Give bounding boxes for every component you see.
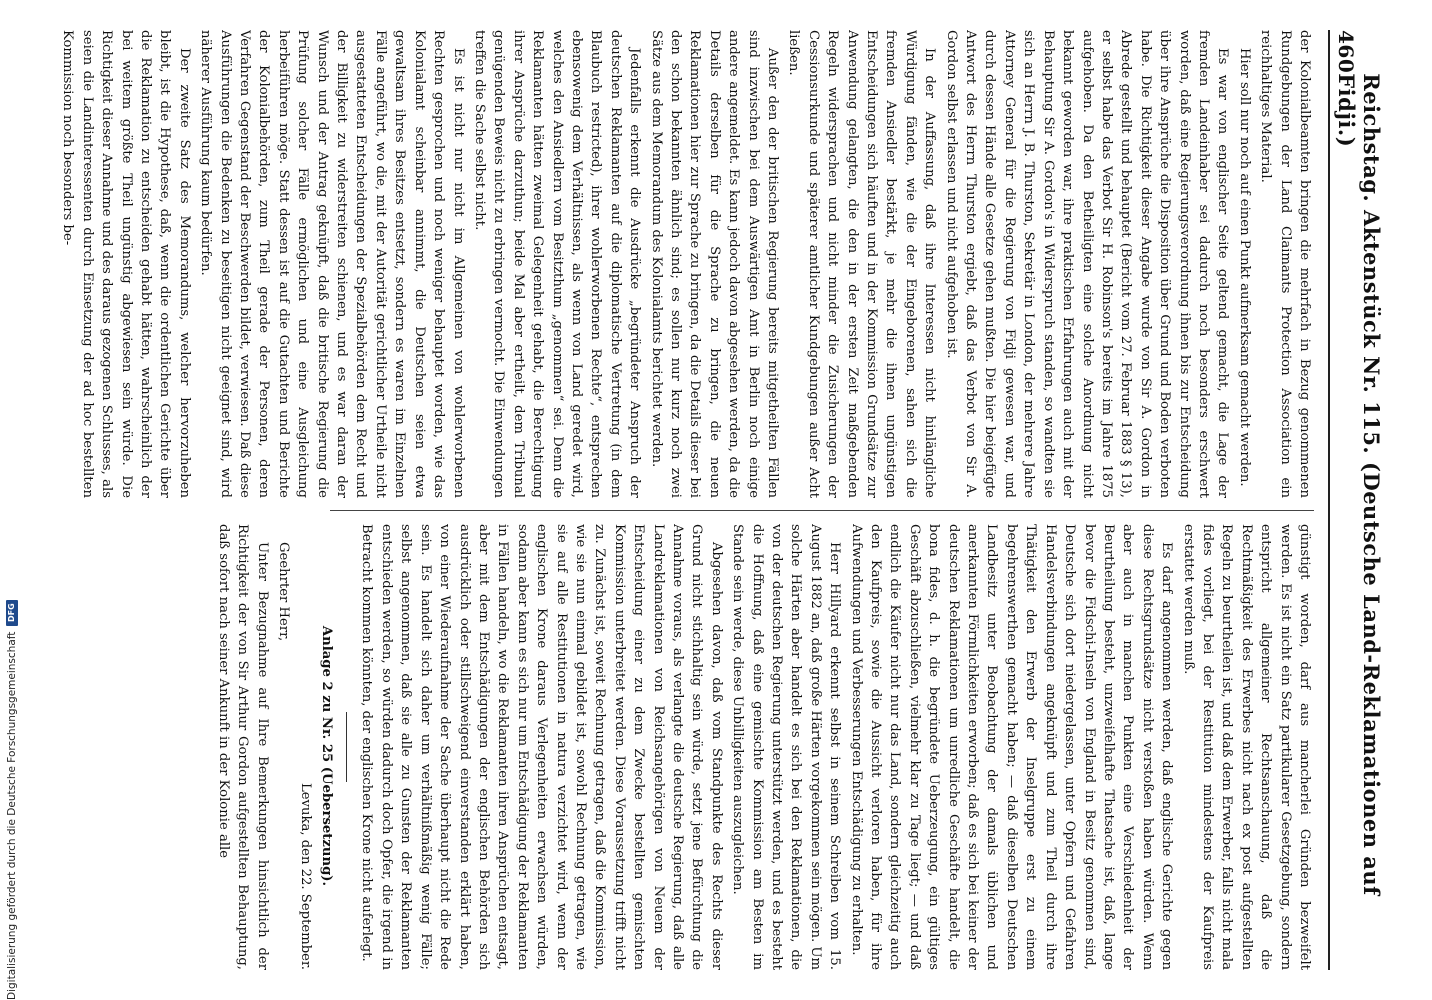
- paragraph: Es ist nicht nur nicht im Allgemeinen von wohlerworbenen Rechten gesprochen und noch weniger behauptet worden, wie das Kolonialamt scheinbar annimmt, die Deutschen seien etwa gewaltsam ihres Besitzes entsetzt, sondern es waren im Einzelnen Fälle angeführt, wo die, mit der Autorität gerichtlicher Urtheile nicht ausgestatteten Entscheidungen der Spezialbehörden dem Recht und der Billigkeit zu widerstreiten schienen, und es war daran der Wunsch und der Antrag geknüpft, daß die britische Regierung die Prüfung solcher Fälle ermöglichen und eine Ausgleichung herbeiführen möge. Statt dessen ist auf die Gutachten und Berichte der Kolonialbehörden, zum Theil gerade der Personen, deren Verfahren Gegenstand der Beschwerden bildet, verwiesen. Daß diese Ausführungen die Bedenken zu beseitigen nicht geeignet sind, wird näherer Ausführung kaum bedürfen.: [198, 30, 466, 498]
- paragraph: der Kolonialbeamten bringen die mehrfach in Bezug genommenen Rundgebungen der Land Claimants Protection Association ein reichhaltiges Material.: [1258, 30, 1312, 498]
- paragraph: Jedenfalls erkennt die Ausdrücke „begründeter Anspruch der deutschen Reklamanten auf die diplomatische Vertretung (in dem Blaubuch restricted), ihrer wohlerworbenen Rechte“, entsprechen ebensowenig dem Verhältnissen, als wenn von Land geredet wird, welches den Ansiedlern vom Besitzthum „genommen“ sei. Denn die Reklamanten hätten zweimal Gelegenheit gehabt, die Berechtigung ihrer Ansprüche darzuthun; beide Mal aber ertheilt, dem Tribunal genügenden Beweis nicht zu erbringen vermocht. Die Einwendungen treffen die Sache selbst nicht.: [471, 30, 643, 498]
- digitization-credit: [0, 590, 24, 1000]
- page-title: Reichstag. Aktenstück Nr. 115. (Deutsche Land-Reklamationen auf Fidji.): [1334, 73, 1384, 896]
- paragraph: Es war von englischer Seite geltend gemacht, die Lage der fremden Landeinhaber sei dadurch noch besonders erschwert worden, daß eine Regierungsverordnung ihnen bis zur Entscheidung über ihre Ansprüche die Disposition über Grund und Boden verboten habe. Die Richtigkeit dieser Angabe wurde von Sir A. Gordon in Abrede gestellt und behauptet (Bericht vom 27. Februar 1883 § 13), er selbst habe das Verbot Sir H. Robinson's bereits im Jahre 1875 aufgehoben. Da den Betheiligten eine solche Anordnung nicht bekannt geworden war, ihre praktischen Erfahrungen auch mit der Behauptung Sir A. Gordon's in Widerspruch standen, so wandten sie sich an Herrn J. B. Thurston, Sekretär in London, der mehrere Jahre Attorney General für die Regierung von Fidji gewesen war, und durch dessen Hände alle Gesetze gehen mußten. Die hier beigefügte Antwort des Herrn Thurston ergiebt, daß das Verbot von Sir A. Gordon selbst erlassen und nicht aufgehoben ist.: [943, 30, 1231, 498]
- paragraph: Der zweite Satz des Memorandums, welcher hervorzuheben bleibt, ist die Hypothese, daß, wenn die ordentlichen Gerichte über die Reklamation zu entscheiden gehabt hätten, wahrscheinlich der bei weitem größte Theil ungünstig abgewiesen sein würde. Die Richtigkeit dieser Annahme und des daraus gezogenen Schlusses, als seien die Landinteressenten durch Einsetzung der ad hoc bestellten Kommission noch besonders be-: [60, 30, 192, 498]
- column-divider: [330, 510, 1314, 511]
- paragraph: In der Auffassung, daß ihre Interessen nicht hinlängliche Würdigung fänden, wie die der Eingeborenen, sahen sich die fremden Ansiedler bestärkt, je mehr die ihnen ungünstigen Entscheidungen sich häuften und in der Kommission Grundsätze zur Anwendung gelangten, die den in der ersten Zeit maßgebenden Regeln widersprachen und nicht minder die Zusicherungen der Cessionsurkunde und späterer amtlicher Kundgebungen außer Acht ließen.: [786, 30, 938, 498]
- annex-title: Anlage 2 zu Nr. 25 (Uebersetzung).: [319, 625, 335, 887]
- left-column: [40, 30, 1314, 498]
- section-rule: [346, 712, 347, 782]
- annex-greeting: Geehrter Herr,: [276, 542, 292, 642]
- paragraph: Es darf angenommen werden, daß englische Gerichte gegen diese Rechtsgrundsätze nicht verstoßen haben würden. Wenn aber auch in manchen Punkten eine Verschiedenheit der Beurtheilung besteht, unzweifelhafte Thatsache ist, daß, lange bevor die Fidschi-Inseln von England in Besitz genommen sind, Deutsche sich dort niedergelassen, unter Opfern und Gefahren Handelsverbindungen angeknüpft und zum Theil durch ihre Thätigkeit den Erwerb der Inselgruppe erst zu einem begehrenswerthen gemacht haben; — daß dieselben Deutschen Landbesitz unter Beobachtung der damals üblichen und anerkannten Förmlichkeiten erworben; daß es sich bei keiner der deutschen Reklamationen um unredliche Geschäfte handelt, die bona fides, d. h. die begründete Ueberzeugung, ein gültiges Geschäft abzuschließen, vielmehr klar zu Tage liegt; — und daß endlich die Käufer nicht nur das Land, sondern gleichzeitig auch den Kaufpreis, sowie die Aussicht verloren haben, für ihre Aufwendungen und Verbesserungen Entschädigung zu erhalten.: [848, 524, 1175, 970]
- right-column: [40, 524, 1314, 970]
- paragraph: günstigt worden, darf aus mancherlei Gründen bezweifelt werden. Es ist nicht ein Satz partikularer Gesetzgebung, sondern entspricht allgemeiner Rechtsanschauung, daß die Rechtmäßigkeit des Erwerbes nicht nach ex post aufgestellten Regeln zu beurtheilen ist, und daß dem Erwerber, falls nicht mala fides vorliegt, bei der Restitution mindestens der Kaufpreis erstattet werden muß.: [1180, 524, 1312, 970]
- paragraph: Abgesehen davon, daß vom Standpunkte des Rechts dieser Grund nicht stichhaltig sein würde, setzt jene Befürchtung die Annahme voraus, als verlangte die deutsche Regierung, daß alle Landreklamationen von Reichsangehörigen von Neuem der Entscheidung einer zu dem Zwecke bestellten gemischten Kommission unterbreitet werden. Diese Voraussetzung trifft nicht zu. Zunächst ist, soweit Rechnung getragen, daß die Kommission, wie sie nun einmal gebildet ist, sowohl Rechnung getragen, wie sie auf alle Restitutionen in natura verzichtet wird, wenn der englischen Krone daraus Verlegenheiten erwachsen würden, sodann aber kann es sich nur um Entschädigung der Reklamanten in Fällen handeln, wo die Reklamanten ihren Ansprüchen entsagt, aber mit dem Entschädigungen der englischen Behörden sich ausdrücklich oder stillschweigend einverstanden erklärt haben, von einer Wiederaufnahme der Sache überhaupt nicht die Rede sein. Es handelt sich daher um verhältnißmäßig wenig Fälle; selbst angenommen, daß sie alle zu Gunsten der Reklamanten entschieden werden, so würden dadurch doch Opfer, die irgend in Betracht kommen könnten, der englischen Krone nicht auferlegt.: [359, 524, 724, 970]
- paragraph: Herr Hillyard erkennt selbst in seinem Schreiben vom 15. August 1882 an, daß große Härten vorgekommen sein mögen. Um solche Härten aber handelt es sich bei den Reklamationen, die von der deutschen Regierung unterstützt werden, und es besteht die Hoffnung, daß eine gemischte Kommission am Besten im Stande sein werde, diese Unbilligkeiten auszugleichen.: [730, 524, 843, 970]
- page-header: [1328, 30, 1384, 970]
- page-number: 460: [1334, 30, 1358, 74]
- credit-text: Digitalisierung gefördert durch die Deutsche Forschungsgemeinschaft: [6, 631, 18, 1000]
- annex-dateline: Levuka, den 22. September.: [297, 782, 313, 970]
- paragraph: Hier soll nur noch auf einen Punkt aufmerksam gemacht werden.: [1236, 48, 1252, 487]
- dfg-logo: DFG: [6, 600, 18, 626]
- annex-body: Unter Bezugnahme auf Ihre Bemerkungen hinsichtlich der Richtigkeit der von Sir Arthur Gordon aufgestellten Behauptung, daß sofort nach seiner Ankunft in der Kolonie alle: [216, 524, 270, 970]
- paragraph: Außer den der britischen Regierung bereits mitgetheilten Fällen sind inzwischen bei dem Auswärtigen Amt in Berlin noch einige andere angemeldet. Es kann jedoch davon abgesehen werden, da die Details derselben für die Sprache zu bringen, die neuen Reklamationen hier zur Sprache zu bringen, da die Details dieser bei den schon bekannten ähnlich sind; es sollen nur kurz noch zwei Sätze aus dem Memorandum des Kolonialamts berichtet werden.: [648, 30, 781, 498]
